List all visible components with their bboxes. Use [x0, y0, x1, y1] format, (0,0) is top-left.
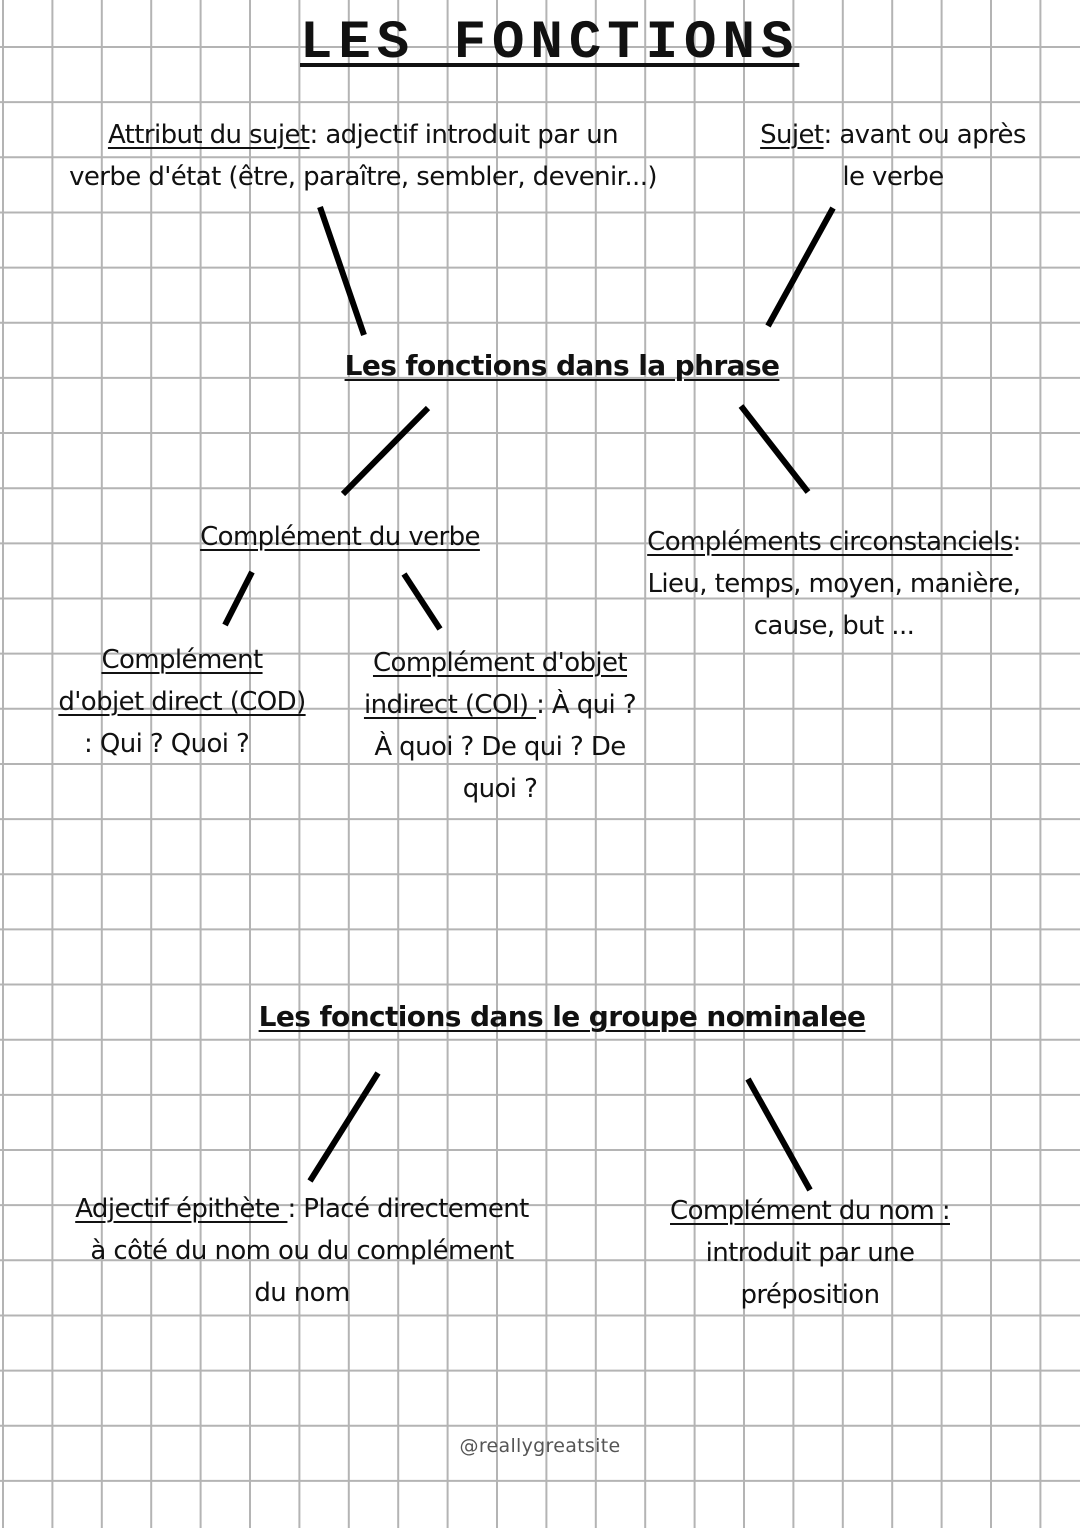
- coi-questions-1: : À qui ?: [536, 690, 637, 720]
- footer-handle: [390, 1434, 690, 1458]
- complement-du-nom-block: [620, 1190, 1000, 1316]
- epithete-term: Adjectif épithète: [75, 1194, 288, 1224]
- complement-du-verbe-term: Complément du verbe: [200, 522, 480, 552]
- coi-line-4: quoi ?: [462, 774, 538, 804]
- attribut-term: Attribut du sujet: [107, 120, 310, 150]
- sujet-definition: : avant ou après: [823, 120, 1026, 150]
- section-heading-phrase-text: Les fonctions dans la phrase: [344, 349, 780, 382]
- epithete-line-3: du nom: [254, 1278, 350, 1308]
- coi-term-line-2: indirect (COI): [363, 690, 537, 720]
- cod-line-1: [22, 639, 342, 681]
- circonstanciels-term: Compléments circonstanciels: [647, 527, 1013, 557]
- complement-nom-line-2: introduit par une: [705, 1238, 915, 1268]
- coi-line-1: [330, 642, 670, 684]
- attribut-du-sujet-block: [18, 114, 708, 198]
- epithete-line-2: à côté du nom ou du complément: [90, 1236, 514, 1266]
- sujet-term: Sujet: [760, 120, 824, 150]
- adjectif-epithete-block: [22, 1188, 582, 1314]
- complement-nom-line-1: [620, 1190, 1000, 1232]
- sujet-line-2: le verbe: [842, 162, 944, 192]
- epithete-line-1: [22, 1188, 582, 1230]
- attribut-definition: : adjectif introduit par un: [309, 120, 619, 150]
- cod-term-line-2: d'objet direct (COD): [58, 687, 306, 717]
- coi-block: [330, 642, 670, 810]
- section-heading-groupe-nominal-text: Les fonctions dans le groupe nominalee: [258, 1000, 866, 1033]
- cod-line-3: : Qui ? Quoi ?: [84, 729, 250, 759]
- page-title: [300, 13, 800, 74]
- cod-line-2: [22, 681, 342, 723]
- circonstanciels-line-2: Lieu, temps, moyen, manière,: [647, 569, 1021, 599]
- sujet-block: [730, 114, 1056, 198]
- footer-handle-text: @reallygreatsite: [459, 1435, 621, 1457]
- section-heading-groupe-nominal: [230, 997, 894, 1037]
- cod-block: [22, 639, 342, 765]
- complements-circonstanciels-block: [604, 521, 1064, 647]
- page-title-text: LES FONCTIONS: [300, 13, 800, 74]
- coi-term-line-1: Complément d'objet: [372, 648, 628, 678]
- complement-nom-line-3: préposition: [740, 1280, 880, 1310]
- circonstanciels-line-1: [604, 521, 1064, 563]
- section-heading-phrase: [300, 346, 824, 386]
- sujet-line-1: [730, 114, 1056, 156]
- coi-line-3: À quoi ? De qui ? De: [374, 732, 626, 762]
- complement-du-verbe-block: [150, 516, 530, 558]
- coi-line-2: [330, 684, 670, 726]
- circonstanciels-colon: :: [1012, 527, 1021, 557]
- epithete-definition: : Placé directement: [287, 1194, 529, 1224]
- attribut-line-2: verbe d'état (être, paraître, sembler, devenir...): [69, 162, 657, 192]
- complement-nom-term: Complément du nom :: [670, 1196, 950, 1226]
- circonstanciels-line-3: cause, but ...: [753, 611, 915, 641]
- cod-term-line-1: Complément: [101, 645, 263, 675]
- attribut-line-1: [18, 114, 708, 156]
